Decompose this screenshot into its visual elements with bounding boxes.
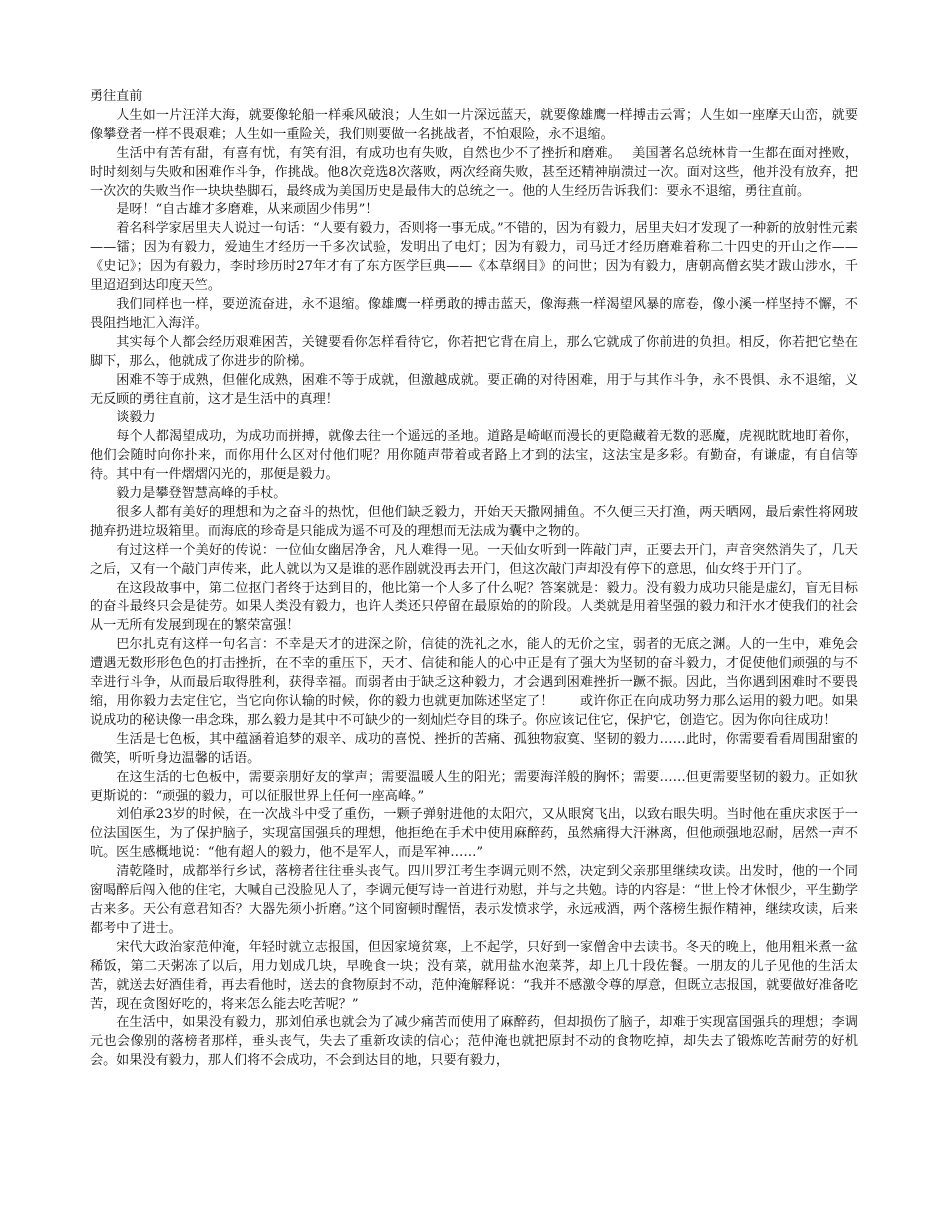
document-page: [90, 88, 858, 1071]
paragraph: 巴尔扎克有这样一句名言：不幸是天才的进深之阶，信徒的洗礼之水，能人的无价之宝，弱者的无底之渊。人的一生中，难免会遭遇无数形形色色的打击挫折，在不幸的重压下，天才、信徒和能人的心中正是有了强大为坚韧的奋斗毅力，才促使他们顽强的与不幸进行斗争，从而最后取得胜利，获得幸福。而弱者由于缺乏这种毅力，才会遇到困难挫折一蹶不振。因此，当你遇到困难时不要畏缩，用你毅力去定住它，当它向你认输的时候，你的毅力也就更加陈述坚定了！ 或许你正在向成功努力那么运用的毅力吧。如果说成功的秘诀像一串念珠，那么毅力是其中不可缺少的一刻灿烂夺目的珠子。你应该记住它，保护它，创造它。因为你向往成功！: [90, 637, 858, 728]
paragraph: 困难不等于成熟，但催化成熟，困难不等于成就，但激越成就。要正确的对待困难，用于与其作斗争，永不畏惧、永不退缩，义无反顾的勇往直前，这才是生活中的真理！: [90, 372, 858, 407]
paragraph: 我们同样也一样，要逆流奋进，永不退缩。像雄鹰一样勇敢的搏击蓝天，像海燕一样渴望风暴的席卷，像小溪一样坚持不懈，不畏阻挡地汇入海洋。: [90, 296, 858, 331]
paragraph: 刘伯承23岁的时候，在一次战斗中受了重伤，一颗子弹射进他的太阳穴，又从眼窝飞出，以致右眼失明。当时他在重庆求医于一位法国医生，为了保护脑子，实现富国强兵的理想，他拒绝在手术中使用麻醉药，虽然痛得大汗淋离，但他顽强地忍耐，居然一声不吭。医生感概地说：“他有超人的毅力，他不是军人，而是军神……”: [90, 807, 858, 861]
paragraph: 生活中有苦有甜，有喜有忧，有笑有泪，有成功也有失败，自然也少不了挫折和磨难。 美国著名总统林肯一生都在面对挫败，时时刻刻与失败和困难作斗争，作挑战。他8次竞选8次落败，两次经商失败，甚至还精神崩溃过一次。面对这些，他并没有放弃，把一次次的失败当作一块块垫脚石，最终成为美国历史是最伟大的总统之一。他的人生经历告诉我们：要永不退缩，勇往直前。: [90, 145, 858, 199]
paragraph: 人生如一片汪洋大海，就要像轮船一样乘风破浪；人生如一片深远蓝天，就要像雄鹰一样搏击云霄；人生如一座摩天山峦，就要像攀登者一样不畏艰难；人生如一重险关，我们则要做一名挑战者，不怕艰险，永不退缩。: [90, 107, 858, 142]
paragraph: 生活是七色板，其中蕴涵着追梦的艰辛、成功的喜悦、挫折的苦痛、孤独物寂寞、坚韧的毅力……此时，你需要看看周围甜蜜的微笑，听听身边温馨的话语。: [90, 731, 858, 766]
paragraph: 毅力是攀登智慧高峰的手杖。: [116, 486, 287, 502]
paragraph: 是呀！“自古雄才多磨难，从来顽固少伟男”！: [116, 202, 379, 218]
section-title: 谈毅力: [116, 410, 156, 426]
paragraph: 有过这样一个美好的传说：一位仙女幽居净舍，凡人难得一见。一天仙女听到一阵敲门声，正要去开门，声音突然消失了，几天之后，又有一个敲门声传来，此人就以为又是谁的恶作剧就没再去开门，但这次敲门声却没有停下的意思，仙女终于开门了。: [90, 542, 858, 577]
paragraph: 在这生活的七色板中，需要亲朋好友的掌声；需要温暖人生的阳光；需要海洋般的胸怀；需要……但更需要坚韧的毅力。正如狄更斯说的：“顽强的毅力，可以征服世界上任何一座高峰。”: [90, 769, 858, 804]
paragraph: 其实每个人都会经历艰难困苦，关键要看你怎样看待它，你若把它背在肩上，那么它就成了你前进的负担。相反，你若把它垫在脚下，那么，他就成了你进步的阶梯。: [90, 334, 858, 369]
paragraph: 每个人都渴望成功，为成功而拼搏，就像去往一个遥远的圣地。道路是崎岖而漫长的更隐藏着无数的恶魔，虎视眈眈地盯着你，他们会随时向你扑来，而你用什么区对付他们呢？用你随声带着或者路上才到的法宝，这法宝是多彩。有勤奋，有谦虚，有自信等待。其中有一件熠熠闪光的，那便是毅力。: [90, 429, 858, 483]
paragraph: 清乾隆时，成都举行乡试，落榜者往往垂头丧气。四川罗江考生李调元则不然，决定到父亲那里继续攻读。出发时，他的一个同窗喝醉后闯入他的住宅，大喊自己没脸见人了，李调元便写诗一首进行劝慰，并与之共勉。诗的内容是：“世上怜才休恨少，平生勤学古来多。天公有意君知否？大器先须小折磨。”这个同窗顿时醒悟，表示发愤求学，永远戒酒，两个落榜生振作精神，继续攻读，后来都考中了进士。: [90, 864, 858, 936]
paragraph: 在这段故事中，第二位抠门者终于达到目的，他比第一个人多了什么呢？答案就是：毅力。没有毅力成功只能是虚幻，盲无目标的奋斗最终只会是徒劳。如果人类没有毅力，也许人类还只停留在最原始的的阶段。人类就是用着坚强的毅力和汗水才使我们的社会从一无所有发展到现在的繁荣富强！: [90, 580, 858, 634]
paragraph: 在生活中，如果没有毅力，那刘伯承也就会为了减少痛苦而使用了麻醉药，但却损伤了脑子，却难于实现富国强兵的理想；李调元也会像别的落榜者那样，垂头丧气，失去了重新攻读的信心；范仲淹也就把原封不动的食物吃掉，却失去了锻炼吃苦耐劳的好机会。如果没有毅力，那人们将不会成功，不会到达目的地，只要有毅力，: [90, 1015, 858, 1069]
paragraph: 着名科学家居里夫人说过一句话：“人要有毅力，否则将一事无成。”不错的，因为有毅力，居里夫妇才发现了一种新的放射性元素——镭；因为有毅力，爱迪生才经历一千多次试验，发明出了电灯；因为有毅力，司马迁才经历磨难着称二十四史的开山之作——《史记》；因为有毅力，李时珍历时27年才有了东方医学巨典——《本草纲目》的问世；因为有毅力，唐朝高僧玄奘才跋山涉水，千里迢迢到达印度天竺。: [90, 221, 858, 294]
paragraph: 很多人都有美好的理想和为之奋斗的热忱，但他们缺乏毅力，开始天天撒网捕鱼。不久便三天打渔，两天晒网，最后索性将网玻抛弃扔进垃圾箱里。而海底的珍奇是只能成为遥不可及的理想而无法成为囊中之物的。: [90, 504, 858, 539]
section-title: 勇往直前: [90, 89, 143, 104]
paragraph: 宋代大政治家范仲淹，年轻时就立志报国，但因家境贫寒，上不起学，只好到一家僧舍中去读书。冬天的晚上，他用粗米煮一盆稀饭，第二天粥冻了以后，用力划成几块，早晚食一块；没有菜，就用盐水泡菜荠，却上几十段佐餐。一朋友的儿子见他的生活太苦，就送去好酒佳肴，再去看他时，送去的食物原封不动，范仲淹解释说：“我并不感激令尊的厚意，但既立志报国，就要做好准备吃苦，现在贪图好吃的，将来怎么能去吃苦呢？”: [90, 939, 858, 1012]
